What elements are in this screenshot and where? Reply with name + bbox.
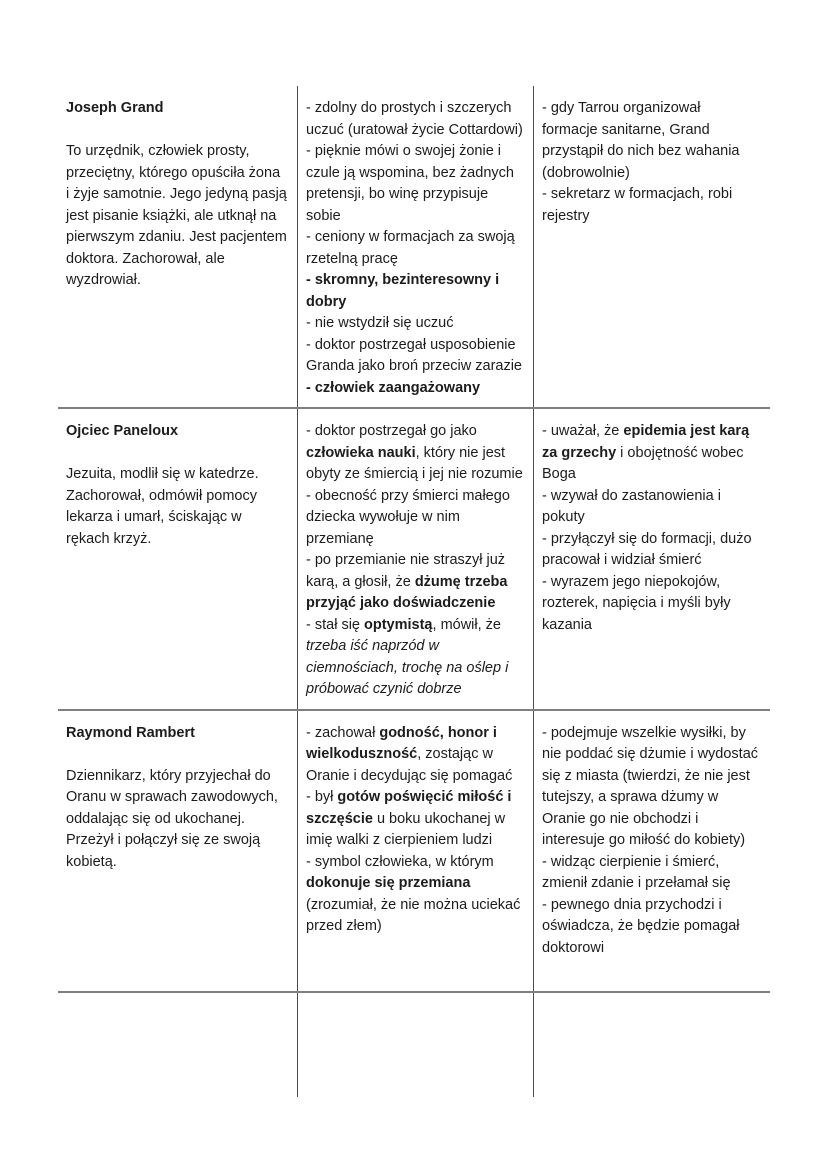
character-description-cell [58,409,297,709]
paragraph [306,550,523,615]
bold-text: - człowiek zaangażowany [306,379,481,396]
text-run: (zrozumiał, że nie można uciekać przed złem) [306,896,521,934]
paragraph [66,421,287,443]
character-description-cell [58,86,297,407]
text-run: - widząc cierpienie i śmierć, zmienił zdanie i przełamał się [542,853,731,891]
paragraph [306,270,523,313]
paragraph [66,464,287,550]
character-traits-cell [297,711,533,991]
text-run: , zostając w Oranie i decydując się pomagać [306,746,513,784]
paragraph [66,723,287,745]
paragraph [306,723,523,788]
paragraph [542,421,760,486]
character-actions-cell [533,409,770,709]
paragraph [306,615,523,701]
character-traits-cell [297,86,533,407]
character-traits-cell [297,993,533,1097]
text-run: - doktor postrzegał usposobienie Granda jako broń przeciw zarazie [306,336,522,374]
bold-text: optymistą [364,616,433,633]
character-traits-cell [297,409,533,709]
row-raymond-rambert [58,709,770,991]
character-description-cell [58,711,297,991]
bold-text: człowieka nauki [306,444,416,461]
paragraph [306,98,523,141]
text-run: Dziennikarz, który przyjechał do Oranu w sprawach zawodowych, oddalając się od ukochanej. Przeżył i połączył się ze swoją kobietą. [66,767,278,870]
paragraph [306,486,523,551]
paragraph [306,227,523,270]
text-run: i obojętność wobec Boga [542,444,744,482]
text-run: - sekretarz w formacjach, robi rejestry [542,186,733,224]
paragraph [306,787,523,852]
text-run: - symbol człowieka, w którym [306,853,494,870]
text-run: - zdolny do prostych i szczerych uczuć (uratował życie Cottardowi) [306,100,523,138]
text-run: - stał się [306,616,365,633]
character-table [58,86,770,1097]
text-run: u boku ukochanej w imię walki z cierpieniem ludzi [306,810,506,848]
text-run: - podejmuje wszelkie wysiłki, by nie poddać się dżumie i wydostać się z miasta (twierdzi, że nie jest tutejszy, a sprawa dżumy w Oranie go nie obchodzi i interesuje go miłość do kobiety) [542,724,759,848]
character-description-cell [58,993,297,1097]
text-run: - gdy Tarrou organizował formacje sanitarne, Grand przystąpił do nich bez wahania (dobrowolnie) [542,100,740,181]
paragraph [306,313,523,335]
bold-text: gotów poświęcić miłość i szczęście [306,789,512,827]
text-run: , który nie jest obyty ze śmiercią i jej nie rozumie [306,444,523,482]
text-run: - nie wstydził się uczuć [306,315,454,331]
paragraph [542,529,760,572]
text-run: - ceniony w formacjach za swoją rzetelną pracę [306,229,515,267]
row-empty [58,991,770,1097]
blank-line [66,120,287,142]
text-run: - zachował [306,724,380,741]
bold-text: Raymond Rambert [66,724,195,741]
paragraph [306,335,523,378]
text-run: - po przemianie nie straszył już karą, a głosił, że [306,552,506,590]
bold-text: - skromny, bezinteresowny i dobry [306,272,500,310]
bold-text: dżumę trzeba przyjąć jako doświadczenie [306,573,508,611]
paragraph [542,98,760,184]
text-run: To urzędnik, człowiek prosty, przeciętny, którego opuściła żona i żyje samotnie. Jego jedyną pasją jest pisanie książki, ale utknął na pierwszym zdaniu. Jest pacjentem doktora. Zachorował, ale wyzdrowiał. [66,143,287,288]
paragraph [306,141,523,227]
bold-text: Ojciec Paneloux [66,423,179,439]
text-run: - wzywał do zastanowienia i pokuty [542,487,721,525]
paragraph [66,141,287,292]
italic-text: trzeba iść naprzód w ciemnościach, trochę na oślep i próbować czynić dobrze [306,638,509,697]
text-run: - przyłączył się do formacji, dużo pracował i widział śmierć [542,530,752,568]
bold-text: godność, honor i wielkoduszność [306,724,497,762]
character-actions-cell [533,86,770,407]
paragraph [542,895,760,960]
text-run: - wyrazem jego niepokojów, rozterek, napięcia i myśli były kazania [542,573,731,633]
text-run: - pięknie mówi o swojej żonie i czule ją wspomina, bez żadnych pretensji, bo winę przypisuje sobie [306,143,514,224]
character-actions-cell [533,711,770,991]
paragraph [306,378,523,400]
paragraph [66,766,287,874]
bold-text: Joseph Grand [66,100,164,116]
paragraph [66,98,287,120]
bold-text: dokonuje się przemiana [306,875,471,891]
character-actions-cell [533,993,770,1097]
text-run: - uważał, że [542,423,624,439]
paragraph [542,184,760,227]
text-run: - doktor postrzegał go jako [306,423,477,439]
paragraph [542,572,760,637]
text-run: , mówił, że [432,616,502,633]
paragraph [306,421,523,486]
paragraph [542,486,760,529]
text-run: Jezuita, modlił się w katedrze. Zachorował, odmówił pomocy lekarza i umarł, ściskając w rękach krzyż. [66,466,259,547]
row-joseph-grand [58,86,770,407]
text-run: - obecność przy śmierci małego dziecka wywołuje w nim przemianę [306,487,510,547]
paragraph [306,852,523,938]
blank-line [66,744,287,766]
paragraph [542,723,760,852]
bold-text: epidemia jest karą za grzechy [542,423,750,461]
paragraph [542,852,760,895]
text-run: - był [306,789,338,805]
blank-line [66,443,287,465]
row-ojciec-paneloux [58,407,770,709]
text-run: - pewnego dnia przychodzi i oświadcza, że będzie pomagał doktorowi [542,896,740,956]
